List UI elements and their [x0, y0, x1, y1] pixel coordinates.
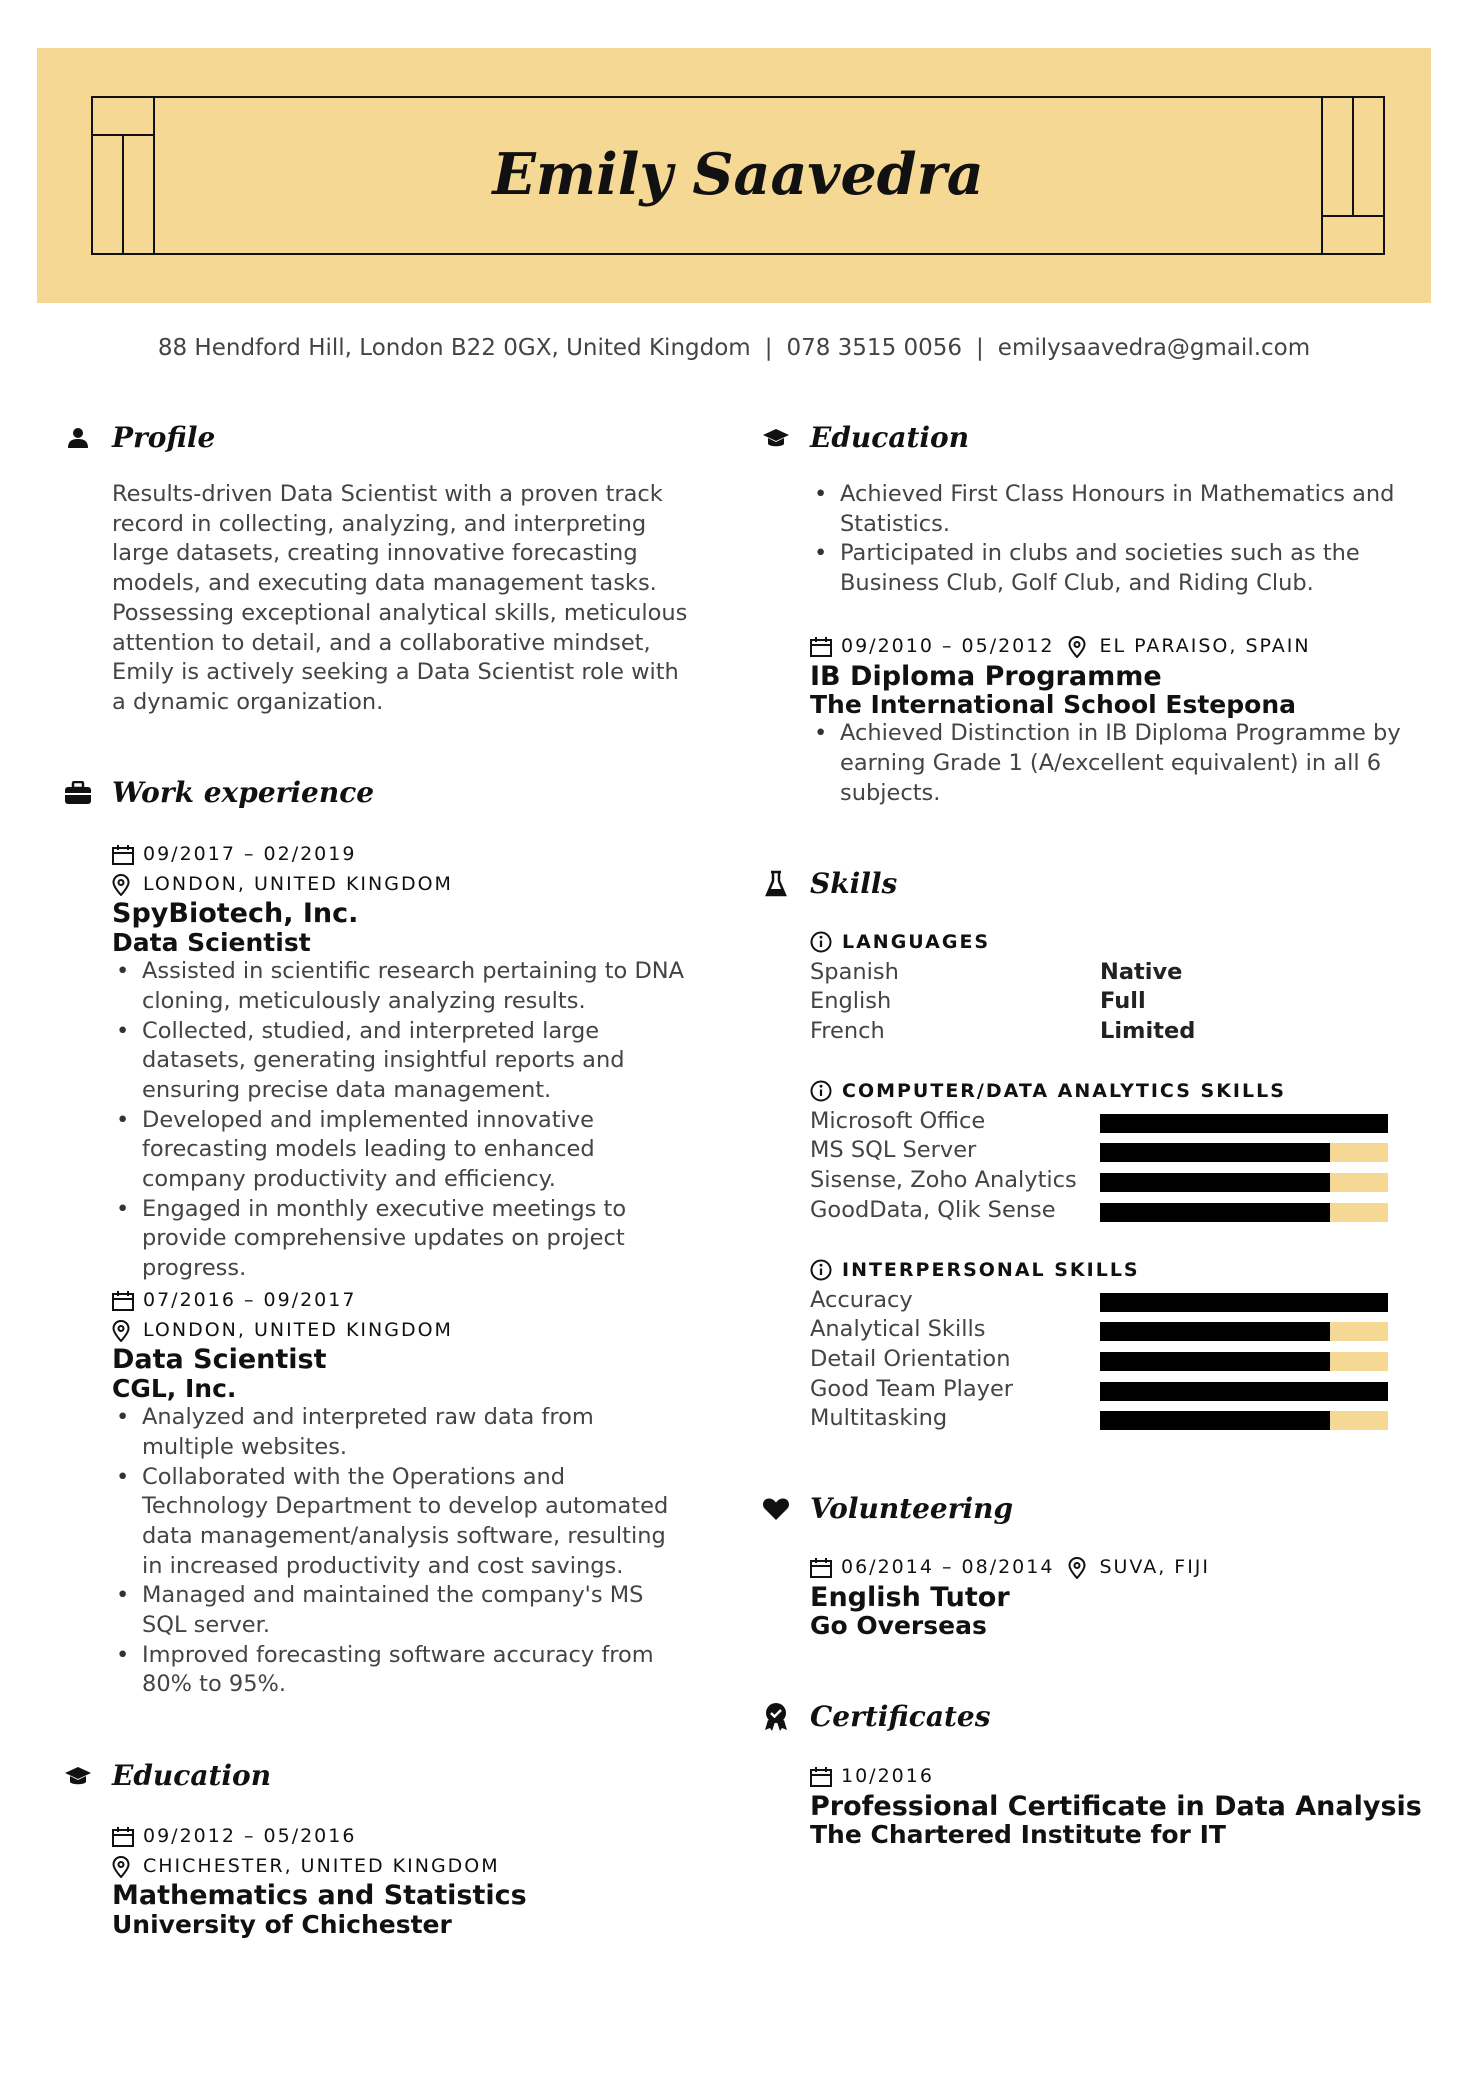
certificates-title: Certificates: [810, 1700, 991, 1733]
award-icon: [762, 1702, 790, 1732]
school-name: University of Chichester: [112, 1910, 452, 1940]
profile-heading: [64, 420, 215, 456]
skill-bar: [1100, 1352, 1388, 1371]
list-item: • Collected, studied, and interpreted large datasets, generating insightful reports and ensuring precise data management.: [112, 1017, 692, 1106]
graduation-cap-icon: [64, 1761, 92, 1791]
skill-bar: [1100, 1322, 1388, 1341]
skill-row: Good Team Player: [810, 1375, 1440, 1405]
education-entry: [112, 1822, 692, 1939]
job-role: Data Scientist: [112, 1344, 327, 1376]
skill-row: Accuracy: [810, 1286, 1440, 1316]
address: 88 Hendford Hill, London B22 0GX, United Kingdom: [157, 335, 751, 361]
header-banner: [37, 48, 1431, 303]
education-dates-location: 09/2010 – 05/2012 EL PARAISO, SPAIN: [810, 632, 1440, 662]
skill-row: Multitasking: [810, 1404, 1440, 1434]
volunteering-title: Volunteering: [810, 1492, 1014, 1525]
job-bullets: [112, 1403, 692, 1700]
skill-row: Sisense, Zoho Analytics: [810, 1166, 1440, 1196]
list-item: • Developed and implemented innovative forecasting models leading to enhanced company productivity and efficiency.: [112, 1106, 692, 1195]
education-entry: [810, 632, 1440, 809]
computer-skills-heading: COMPUTER/DATA ANALYTICS SKILLS: [810, 1077, 1440, 1107]
job-entry: [112, 1286, 692, 1700]
calendar-icon: [112, 844, 136, 866]
info-icon: [810, 931, 834, 955]
job-location: LONDON, UNITED KINGDOM: [112, 1316, 692, 1346]
list-item: • Assisted in scientific research pertaining to DNA cloning, meticulously analyzing results.: [112, 957, 692, 1016]
skill-bar: [1100, 1114, 1388, 1133]
briefcase-icon: [64, 778, 92, 808]
skills-heading: [762, 866, 897, 902]
calendar-icon: [810, 636, 834, 658]
map-pin-icon: [112, 1856, 136, 1878]
skill-row: Microsoft Office: [810, 1107, 1440, 1137]
profile-summary: Results-driven Data Scientist with a proven track record in collecting, analyzing, and interpreting large datasets, creating innovative forecasting models, and executing data management tasks. Possessing exceptional analytical skills, meticulous attention to detail, and a collaborative mindset, Emily is actively seeking a Data Scientist role with a dynamic organization.: [112, 481, 688, 715]
map-pin-icon: [112, 874, 136, 896]
calendar-icon: [810, 1766, 834, 1788]
job-bullets: [112, 957, 692, 1284]
interpersonal-skills-heading: INTERPERSONAL SKILLS: [810, 1256, 1440, 1286]
job-company: SpyBiotech, Inc.: [112, 898, 359, 930]
skill-bar: [1100, 1143, 1388, 1162]
education-location: CHICHESTER, UNITED KINGDOM: [112, 1852, 692, 1882]
certificate-issuer: The Chartered Institute for IT: [810, 1820, 1226, 1850]
job-dates: 09/2017 – 02/2019: [112, 840, 692, 870]
calendar-icon: [112, 1290, 136, 1312]
skill-row: Detail Orientation: [810, 1345, 1440, 1375]
user-icon: [64, 423, 92, 453]
education-highlights: [810, 480, 1440, 599]
graduation-cap-icon: [762, 423, 790, 453]
calendar-icon: [112, 1826, 136, 1848]
job-company: CGL, Inc.: [112, 1374, 237, 1404]
volunteering-dates-location: 06/2014 – 08/2014 SUVA, FIJI: [810, 1553, 1440, 1583]
skill-bar: [1100, 1382, 1388, 1401]
profile-summary-block: [112, 480, 697, 718]
list-item: • Achieved Distinction in IB Diploma Programme by earning Grade 1 (A/excellent equivalent) in all 6 subjects.: [810, 719, 1440, 808]
degree-title: Mathematics and Statistics: [112, 1880, 527, 1912]
skill-row: Analytical Skills: [810, 1315, 1440, 1345]
job-role: Data Scientist: [112, 928, 311, 958]
header-frame: [91, 96, 1385, 255]
list-item: • Managed and maintained the company's MS SQL server.: [112, 1581, 692, 1640]
volunteer-org: Go Overseas: [810, 1611, 987, 1641]
job-location: LONDON, UNITED KINGDOM: [112, 870, 692, 900]
job-dates: 07/2016 – 09/2017: [112, 1286, 692, 1316]
phone: 078 3515 0056: [786, 335, 963, 361]
work-title: Work experience: [112, 776, 375, 809]
map-pin-icon: [112, 1320, 136, 1342]
languages-group: [810, 928, 1440, 1047]
calendar-icon: [810, 1557, 834, 1579]
interpersonal-skills-group: [810, 1256, 1440, 1434]
info-icon: [810, 1080, 834, 1104]
volunteer-role: English Tutor: [810, 1581, 1010, 1613]
certificates-heading: [762, 1699, 990, 1735]
education-heading: [762, 420, 969, 456]
profile-title: Profile: [112, 421, 216, 454]
volunteering-entry: [810, 1553, 1440, 1640]
list-item: • Analyzed and interpreted raw data from multiple websites.: [112, 1403, 692, 1462]
education-title: Education: [810, 421, 970, 454]
list-item: • Engaged in monthly executive meetings to provide comprehensive updates on project progress.: [112, 1195, 692, 1284]
skill-bar: [1100, 1293, 1388, 1312]
certificate-entry: [810, 1762, 1440, 1849]
education-title: Education: [112, 1759, 272, 1792]
education-heading: [64, 1758, 271, 1794]
list-item: • Improved forecasting software accuracy from 80% to 95%.: [112, 1641, 692, 1700]
skill-row: GoodData, Qlik Sense: [810, 1196, 1440, 1226]
degree-title: IB Diploma Programme: [810, 660, 1162, 692]
contact-line: [0, 332, 1468, 364]
language-row: English Full: [810, 988, 1146, 1015]
job-entry: [112, 840, 692, 1284]
language-row: Spanish Native: [810, 958, 1183, 985]
computer-skills-group: [810, 1077, 1440, 1225]
skill-bar: [1100, 1411, 1388, 1430]
education-dates: 09/2012 – 05/2016: [112, 1822, 692, 1852]
email[interactable]: emilysaavedra@gmail.com: [997, 335, 1311, 361]
contact-separator: |: [976, 335, 984, 361]
language-row: French Limited: [810, 1018, 1196, 1045]
skill-bar: [1100, 1203, 1388, 1222]
map-pin-icon: [1068, 636, 1092, 658]
certificate-date: 10/2016: [810, 1762, 1440, 1792]
skills-title: Skills: [810, 867, 898, 900]
skill-row: MS SQL Server: [810, 1136, 1440, 1166]
info-icon: [810, 1259, 834, 1283]
candidate-name: Emily Saavedra: [492, 141, 984, 208]
certificate-name: Professional Certificate in Data Analysis: [810, 1790, 1422, 1822]
list-item: • Collaborated with the Operations and Technology Department to develop automated data management/analysis software, resulting in increased productivity and cost savings.: [112, 1463, 692, 1582]
flask-icon: [762, 869, 790, 899]
school-name: The International School Estepona: [810, 690, 1296, 720]
map-pin-icon: [1068, 1557, 1092, 1579]
languages-heading: LANGUAGES: [810, 928, 1440, 958]
work-heading: [64, 775, 374, 811]
heart-icon: [762, 1494, 790, 1524]
list-item: • Achieved First Class Honours in Mathematics and Statistics.: [810, 480, 1440, 539]
list-item: • Participated in clubs and societies such as the Business Club, Golf Club, and Riding Club.: [810, 539, 1440, 598]
volunteering-heading: [762, 1491, 1013, 1527]
skill-bar: [1100, 1173, 1388, 1192]
contact-separator: |: [764, 335, 773, 361]
